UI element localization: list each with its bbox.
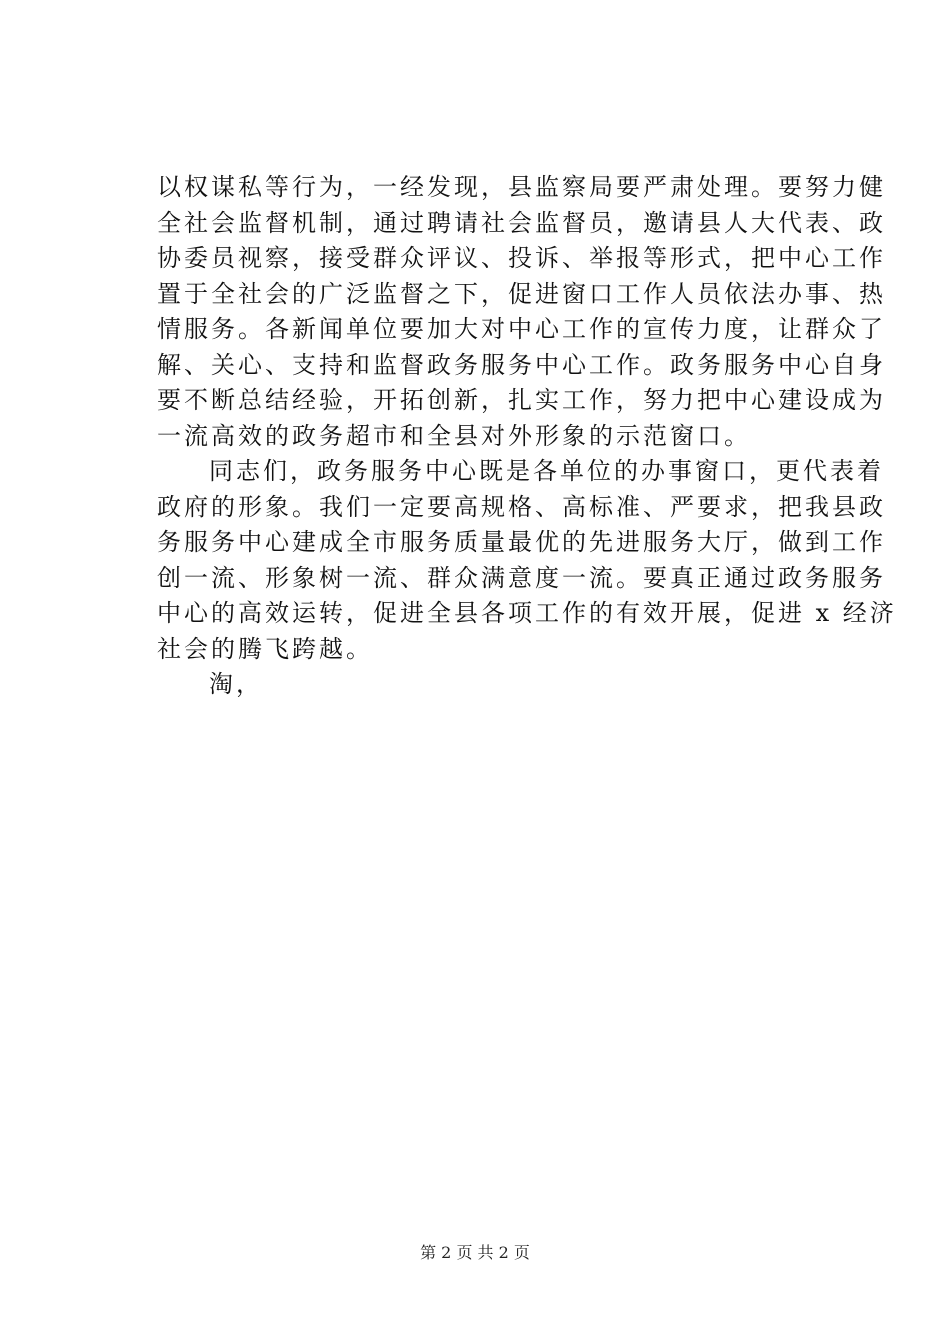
- paragraph-line: 创一流、形象树一流、群众满意度一流。要真正通过政务服务: [157, 563, 886, 592]
- paragraph-line: 一流高效的政务超市和全县对外形象的示范窗口。: [157, 421, 751, 450]
- paragraph-1: [157, 170, 886, 454]
- paragraph-line: 中心的高效运转，促进全县各项工作的有效开展，促进 x 经济: [157, 599, 897, 627]
- paragraph-line: 情服务。各新闻单位要加大对中心工作的宣传力度，让群众了: [157, 315, 886, 343]
- paragraph-line: 要不断总结经验，开拓创新，扎实工作，努力把中心建设成为: [157, 386, 886, 414]
- paragraph-line: 解、关心、支持和监督政务服务中心工作。政务服务中心自身: [157, 350, 886, 379]
- paragraph-line: 以权谋私等行为，一经发现，县监察局要严肃处理。要努力健: [157, 173, 886, 201]
- document-body: [157, 170, 897, 703]
- paragraph-line: 置于全社会的广泛监督之下，促进窗口工作人员依法办事、热: [157, 279, 886, 308]
- paragraph-line: 同志们，政务服务中心既是各单位的办事窗口，更代表着: [209, 457, 884, 485]
- paragraph-line: 全社会监督机制，通过聘请社会监督员，邀请县人大代表、政: [157, 208, 886, 237]
- paragraph-line: 务服务中心建成全市服务质量最优的先进服务大厅，做到工作: [157, 528, 886, 556]
- paragraph-line: 政府的形象。我们一定要高规格、高标准、严要求，把我县政: [157, 492, 886, 521]
- paragraph-line: 社会的腾飞跨越。: [157, 634, 373, 663]
- paragraph-line: 淘，: [209, 670, 263, 698]
- paragraph-3: [157, 667, 837, 703]
- page-number-footer: 第 2 页 共 2 页: [420, 1243, 530, 1262]
- paragraph-line: 协委员视察，接受群众评议、投诉、举报等形式，把中心工作: [157, 244, 886, 272]
- paragraph-2: [157, 454, 897, 667]
